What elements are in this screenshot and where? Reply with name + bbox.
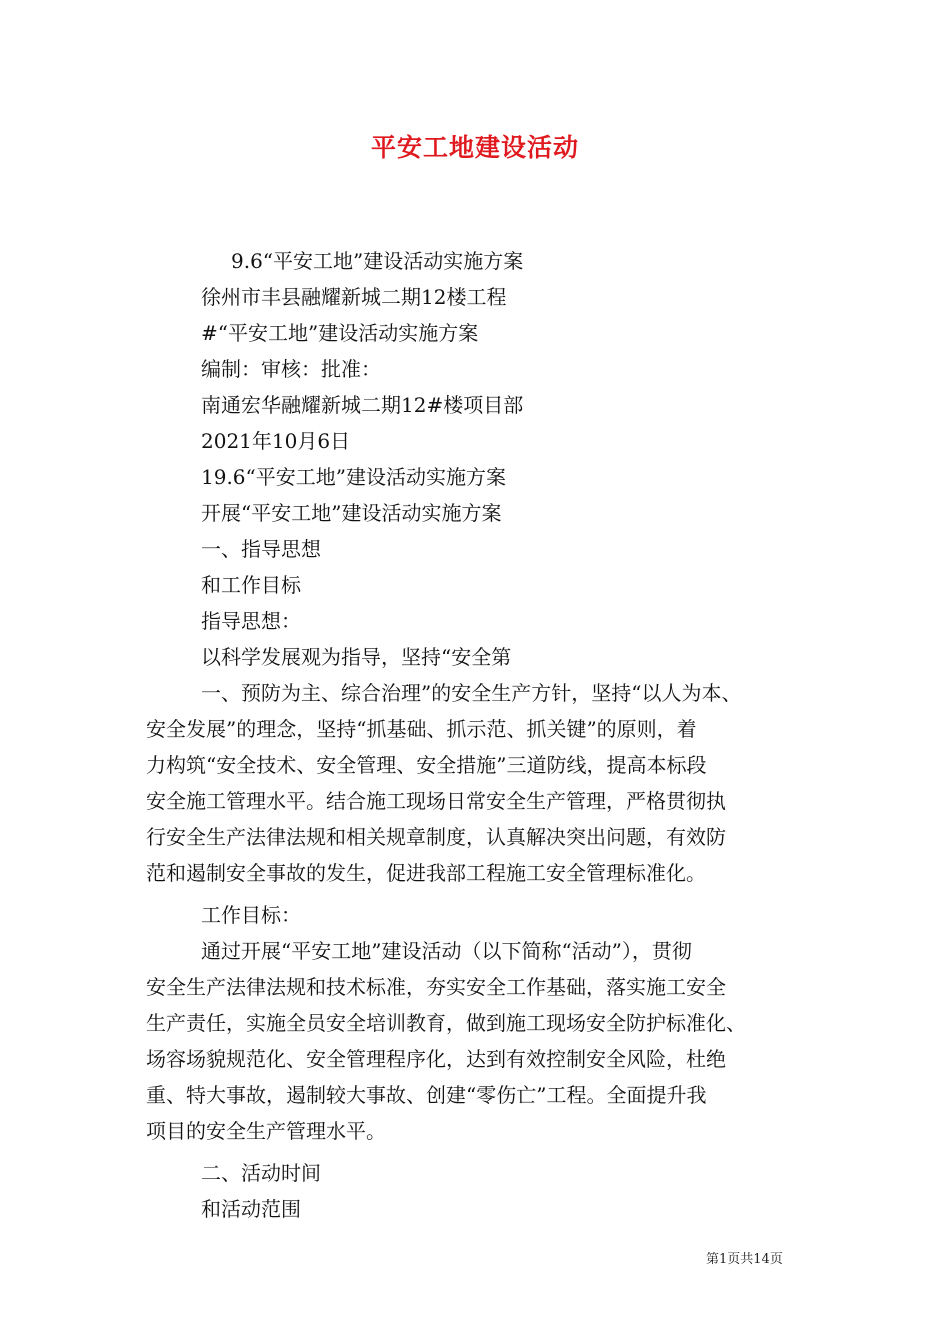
- text-line: 工作目标：: [201, 903, 301, 927]
- page-number-footer: 第1页共14页: [706, 1252, 783, 1267]
- text-line: 以科学发展观为指导，坚持“安全第: [201, 645, 512, 669]
- text-line: 重、特大事故，遏制较大事故、创建“零伤亡”工程。全面提升我: [146, 1083, 707, 1107]
- text-line: 项目的安全生产管理水平。: [146, 1119, 386, 1143]
- text-line: 徐州市丰县融耀新城二期12楼工程: [201, 285, 507, 309]
- text-line: 和工作目标: [201, 573, 301, 597]
- text-line: 行安全生产法律法规和相关规章制度，认真解决突出问题，有效防: [146, 825, 726, 849]
- text-line: 安全发展”的理念，坚持“抓基础、抓示范、抓关键”的原则，着: [146, 717, 697, 741]
- text-line: 一、预防为主、综合治理”的安全生产方针，坚持“以人为本、: [201, 681, 742, 705]
- text-line: 力构筑“安全技术、安全管理、安全措施”三道防线，提高本标段: [146, 753, 707, 777]
- text-line: 指导思想：: [201, 609, 301, 633]
- text-line: 一、指导思想: [201, 537, 321, 561]
- text-line: 编制：审核：批准：: [201, 357, 381, 381]
- text-line: 场容场貌规范化、安全管理程序化，达到有效控制安全风险，杜绝: [146, 1047, 726, 1071]
- text-line: 和活动范围: [201, 1197, 301, 1221]
- text-line: 9.6“平安工地”建设活动实施方案: [231, 249, 524, 273]
- text-line: 范和遏制安全事故的发生，促进我部工程施工安全管理标准化。: [146, 861, 706, 885]
- text-line: 通过开展“平安工地”建设活动（以下简称“活动”），贯彻: [201, 939, 692, 963]
- text-line: 开展“平安工地”建设活动实施方案: [201, 501, 502, 525]
- text-line: 南通宏华融耀新城二期12#楼项目部: [201, 393, 524, 417]
- text-line: 二、活动时间: [201, 1161, 321, 1185]
- text-line: 安全施工管理水平。结合施工现场日常安全生产管理，严格贯彻执: [146, 789, 726, 813]
- text-line: 2021年10月6日: [201, 429, 351, 453]
- text-line: #“平安工地”建设活动实施方案: [201, 321, 479, 345]
- text-line: 19.6“平安工地”建设活动实施方案: [201, 465, 506, 489]
- text-line: 安全生产法律法规和技术标准，夯实安全工作基础，落实施工安全: [146, 975, 726, 999]
- document-title: 平安工地建设活动: [370, 133, 579, 162]
- text-line: 生产责任，实施全员安全培训教育，做到施工现场安全防护标准化、: [146, 1011, 746, 1035]
